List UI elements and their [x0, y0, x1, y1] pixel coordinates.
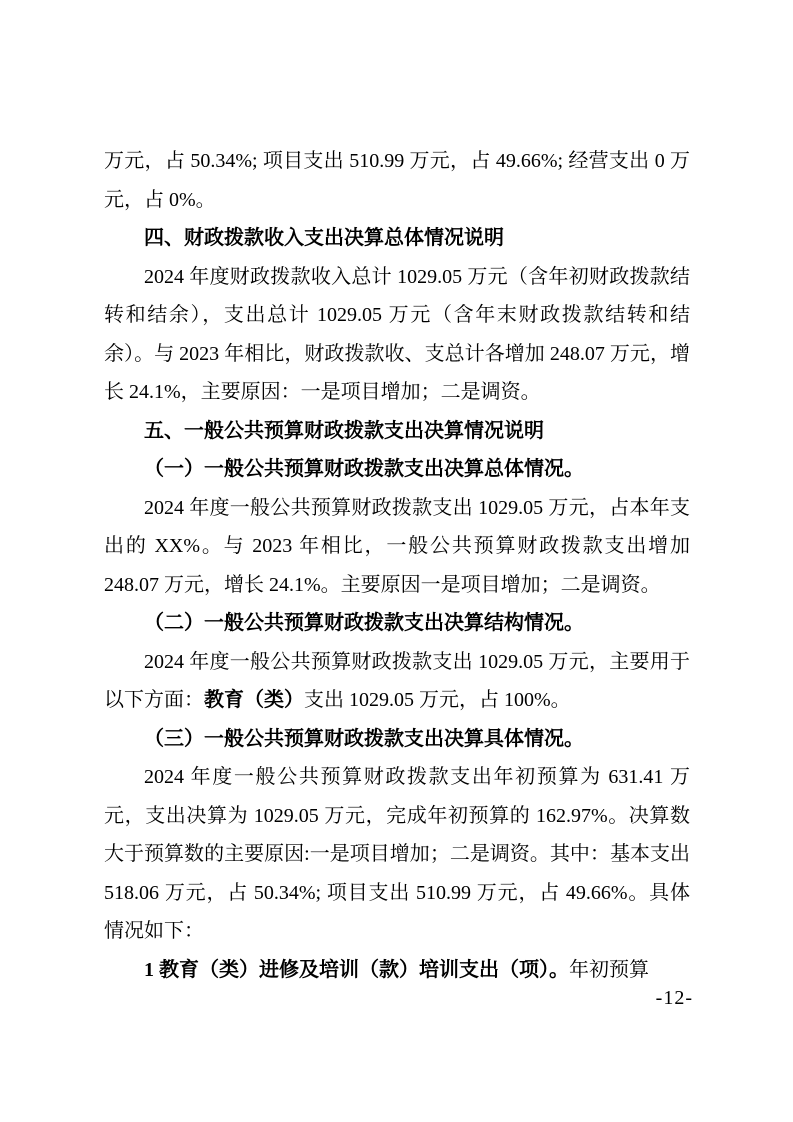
para-sub-1-body — [104, 489, 690, 605]
para-item-1-education — [104, 951, 690, 990]
text-run: 支出 1029.05 万元，占 100%。 — [304, 689, 571, 711]
heading-section-5-sub-3 — [104, 720, 690, 759]
heading-section-5-sub-1 — [104, 450, 690, 489]
document-body — [104, 142, 690, 989]
text-run: 五、一般公共预算财政拨款支出决算情况说明 — [144, 419, 544, 442]
heading-section-4 — [104, 219, 690, 258]
text-run: 年初预算 — [569, 958, 649, 981]
text-run: 2024 年度财政拨款收入总计 1029.05 万元（含年初财政拨款结转和结余），支出总计 1029.05 万元（含年末财政拨款结转和结余）。与 2023 年相比，财政拨款收、支总计各增加 248.07 万元，增长 24.1%，主要原因：一是项目增加；二是调资。 — [104, 265, 690, 403]
para-section-4-body — [104, 258, 690, 412]
text-run: （二）一般公共预算财政拨款支出决算结构情况。 — [144, 612, 584, 634]
text-run: （三）一般公共预算财政拨款支出决算具体情况。 — [144, 727, 584, 750]
text-run: 2024 年度一般公共预算财政拨款支出 1029.05 万元，占本年支出的 XX%。与 2023 年相比，一般公共预算财政拨款支出增加 248.07 万元，增长 24.1%。主要原因一是项目增加；二是调资。 — [104, 496, 690, 596]
text-run: （一）一般公共预算财政拨款支出决算总体情况。 — [144, 458, 584, 480]
para-sub-2-body — [104, 643, 690, 720]
text-run: 教育（类） — [204, 689, 304, 711]
text-run: 2024 年度一般公共预算财政拨款支出年初预算为 631.41 万元，支出决算为 1029.05 万元，完成年初预算的 162.97%。决算数大于预算数的主要原因:一是项目增加；二是调资。其中：基本支出 518.06 万元，占 50.34%; 项目支出 510.99 万元，占 49.66%。具体情况如下： — [104, 766, 690, 942]
para-sub-3-body — [104, 758, 690, 951]
para-continuation-basic-project-expense — [104, 142, 690, 219]
text-run: 四、财政拨款收入支出决算总体情况说明 — [144, 227, 504, 249]
heading-section-5 — [104, 412, 690, 451]
text-run: 2024 年度一般公共预算财政拨款支出 1029.05 万元，主要用于以下方面： — [104, 650, 690, 711]
text-run: 万元，占 50.34%; 项目支出 510.99 万元，占 49.66%; 经营支出 0 万元，占 0%。 — [104, 150, 690, 211]
heading-section-5-sub-2 — [104, 604, 690, 643]
text-run: 1 教育（类）进修及培训（款）培训支出（项）。 — [144, 958, 569, 981]
page-number: -12- — [655, 987, 693, 1009]
